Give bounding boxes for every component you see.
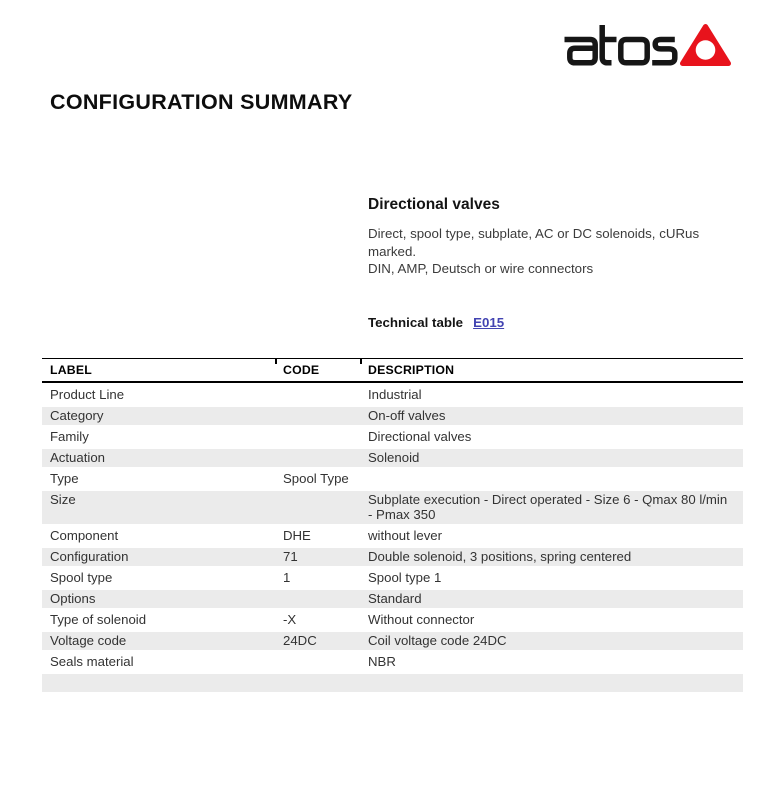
table-row [42,449,743,467]
cell-description: Spool type 1 [368,570,442,585]
atos-wordmark [565,25,675,63]
table-row [42,590,743,608]
technical-table-label: Technical table [368,314,464,330]
cell-code [275,449,360,467]
cell-description: Subplate execution - Direct operated - Size 6 - Qmax 80 l/min - Pmax 350 [368,492,728,522]
table-row [42,569,743,587]
cell-code: -X [283,612,297,627]
table-row [42,407,743,425]
cell-description: Without connector [368,612,475,627]
cell-label: Options [50,591,96,606]
atos-logo-svg [562,18,732,73]
product-description-line1: Direct, spool type, subplate, AC or DC solenoids, cURus marked. [368,226,700,259]
cell-code: 1 [283,570,291,585]
cell-label: Seals material [50,654,134,669]
cell-description: Industrial [368,387,422,402]
cell-description: Double solenoid, 3 positions, spring centered [368,549,632,564]
cell-label: Voltage code [50,633,127,648]
table-body [42,386,743,692]
page-title: CONFIGURATION SUMMARY [50,90,353,114]
technical-table-line [368,315,746,330]
config-table [42,358,743,695]
table-row [42,527,743,545]
cell-label: Category [50,408,104,423]
cell-code [275,653,360,671]
table-row [42,548,743,566]
cell-code [275,491,360,524]
cell-code [275,674,360,692]
product-heading: Directional valves [368,196,500,213]
table-header-code: CODE [275,359,360,381]
table-row [42,611,743,629]
cell-code [275,386,360,404]
cell-label: Product Line [50,387,125,402]
table-header-description: DESCRIPTION [360,359,743,381]
technical-table-link[interactable]: E015 [473,314,505,330]
cell-label: Component [50,528,119,543]
cell-description: Coil voltage code 24DC [368,633,507,648]
table-row [42,491,743,524]
table-row [42,428,743,446]
table-row [42,470,743,488]
cell-description: Standard [368,591,422,606]
product-description [368,225,746,278]
cell-description: NBR [368,654,396,669]
cell-label: Actuation [50,450,105,465]
table-row [42,653,743,671]
table-row [42,632,743,650]
product-description-line2: DIN, AMP, Deutsch or wire connectors [368,261,594,276]
cell-code [275,407,360,425]
cell-label: Type of solenoid [50,612,147,627]
table-header-row [42,358,743,383]
cell-description [360,674,743,692]
cell-description: On-off valves [368,408,446,423]
table-row [42,386,743,404]
atos-triangle-icon [683,27,729,64]
cell-description [360,470,743,488]
cell-label: Configuration [50,549,129,564]
cell-label: Type [50,471,79,486]
product-info-block [368,196,746,330]
cell-code: 24DC [283,633,317,648]
cell-description: without lever [368,528,443,543]
cell-code: DHE [283,528,311,543]
cell-code: Spool Type [283,471,349,486]
cell-description: Solenoid [368,450,420,465]
cell-code [275,428,360,446]
cell-label [42,674,275,692]
cell-label: Spool type [50,570,113,585]
cell-code [275,590,360,608]
cell-label: Size [50,492,76,507]
cell-label: Family [50,429,89,444]
cell-code: 71 [283,549,298,564]
table-header-label: LABEL [50,363,92,377]
table-row [42,674,743,692]
cell-description: Directional valves [368,429,472,444]
atos-logo [562,18,732,73]
